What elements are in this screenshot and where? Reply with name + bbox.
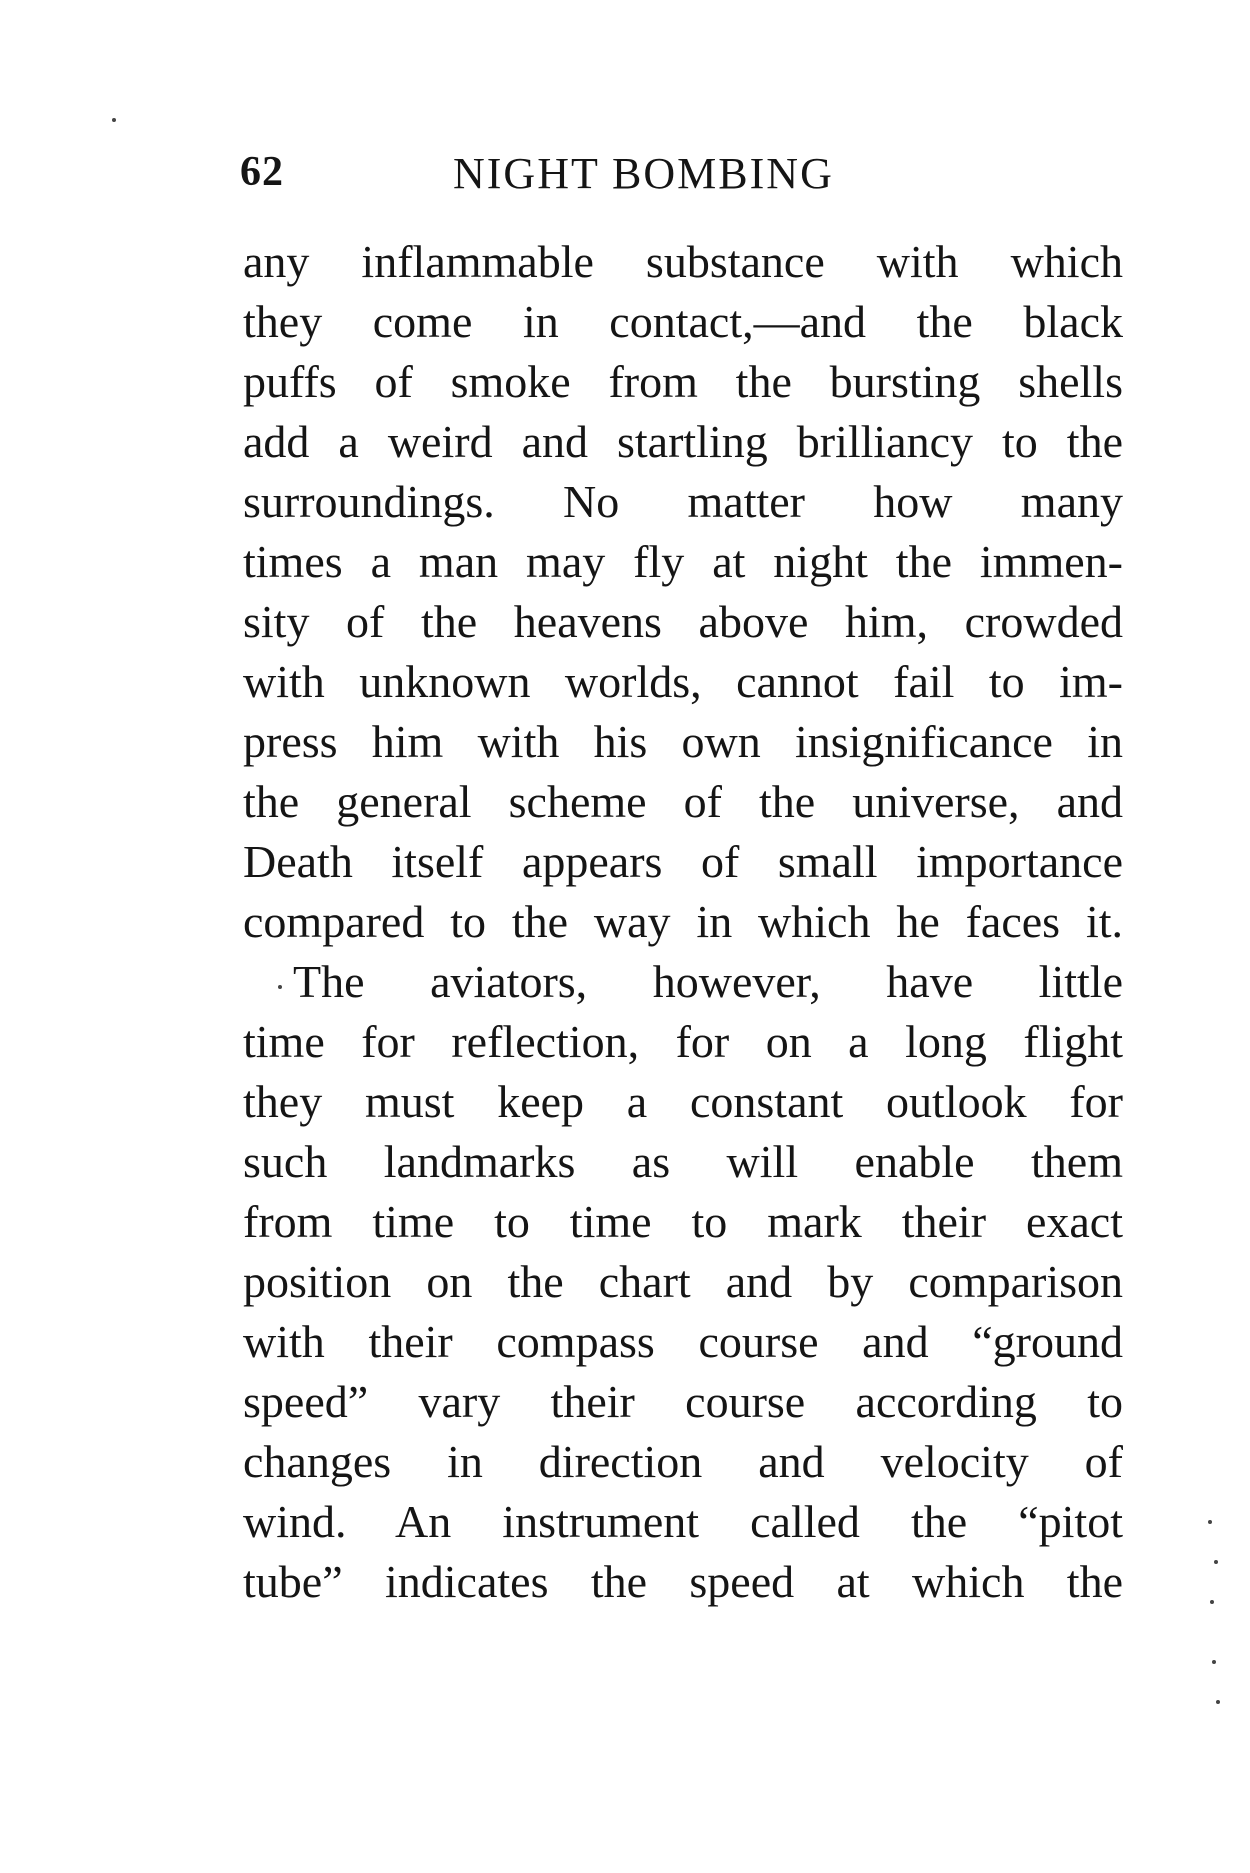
text-line: time for reflection, for on a long flight (243, 1016, 1123, 1067)
text-line: any inflammable substance with which (243, 236, 1123, 287)
running-head: NIGHT BOMBING (453, 149, 834, 198)
text-line: changes in direction and velocity of (243, 1436, 1123, 1487)
text-line: add a weird and startling brilliancy to the (243, 416, 1123, 467)
scan-speck (1210, 1600, 1214, 1604)
text-line: tube” indicates the speed at which the (243, 1556, 1123, 1607)
page-header (240, 148, 1120, 208)
text-line: puffs of smoke from the bursting shells (243, 356, 1123, 407)
scan-speck (1208, 1520, 1212, 1524)
text-line: compared to the way in which he faces it. (243, 896, 1123, 947)
text-line: the general scheme of the universe, and (243, 776, 1123, 827)
page-number: 62 (240, 149, 284, 195)
text-line: wind. An instrument called the “pitot (243, 1496, 1123, 1547)
text-line: with their compass course and “ground (243, 1316, 1123, 1367)
scan-speck (1216, 1700, 1220, 1704)
text-line: they come in contact,—and the black (243, 296, 1123, 347)
text-line: from time to time to mark their exact (243, 1196, 1123, 1247)
body-text (243, 232, 1123, 1612)
text-line: speed” vary their course according to (243, 1376, 1123, 1427)
text-line: times a man may fly at night the immen- (243, 536, 1123, 587)
text-line: with unknown worlds, cannot fail to im- (243, 656, 1123, 707)
text-line: Death itself appears of small importance (243, 836, 1123, 887)
text-line: such landmarks as will enable them (243, 1136, 1123, 1187)
scan-speck (1212, 1660, 1216, 1664)
text-line: sity of the heavens above him, crowded (243, 596, 1123, 647)
text-line: press him with his own insignificance in (243, 716, 1123, 767)
text-line: position on the chart and by comparison (243, 1256, 1123, 1307)
scan-speck (112, 118, 116, 122)
text-line: surroundings. No matter how many (243, 476, 1123, 527)
scan-speck (278, 985, 282, 989)
scan-speck (1214, 1560, 1218, 1564)
paragraph-start-line: The aviators, however, have little (293, 956, 1123, 1007)
text-line: they must keep a constant outlook for (243, 1076, 1123, 1127)
